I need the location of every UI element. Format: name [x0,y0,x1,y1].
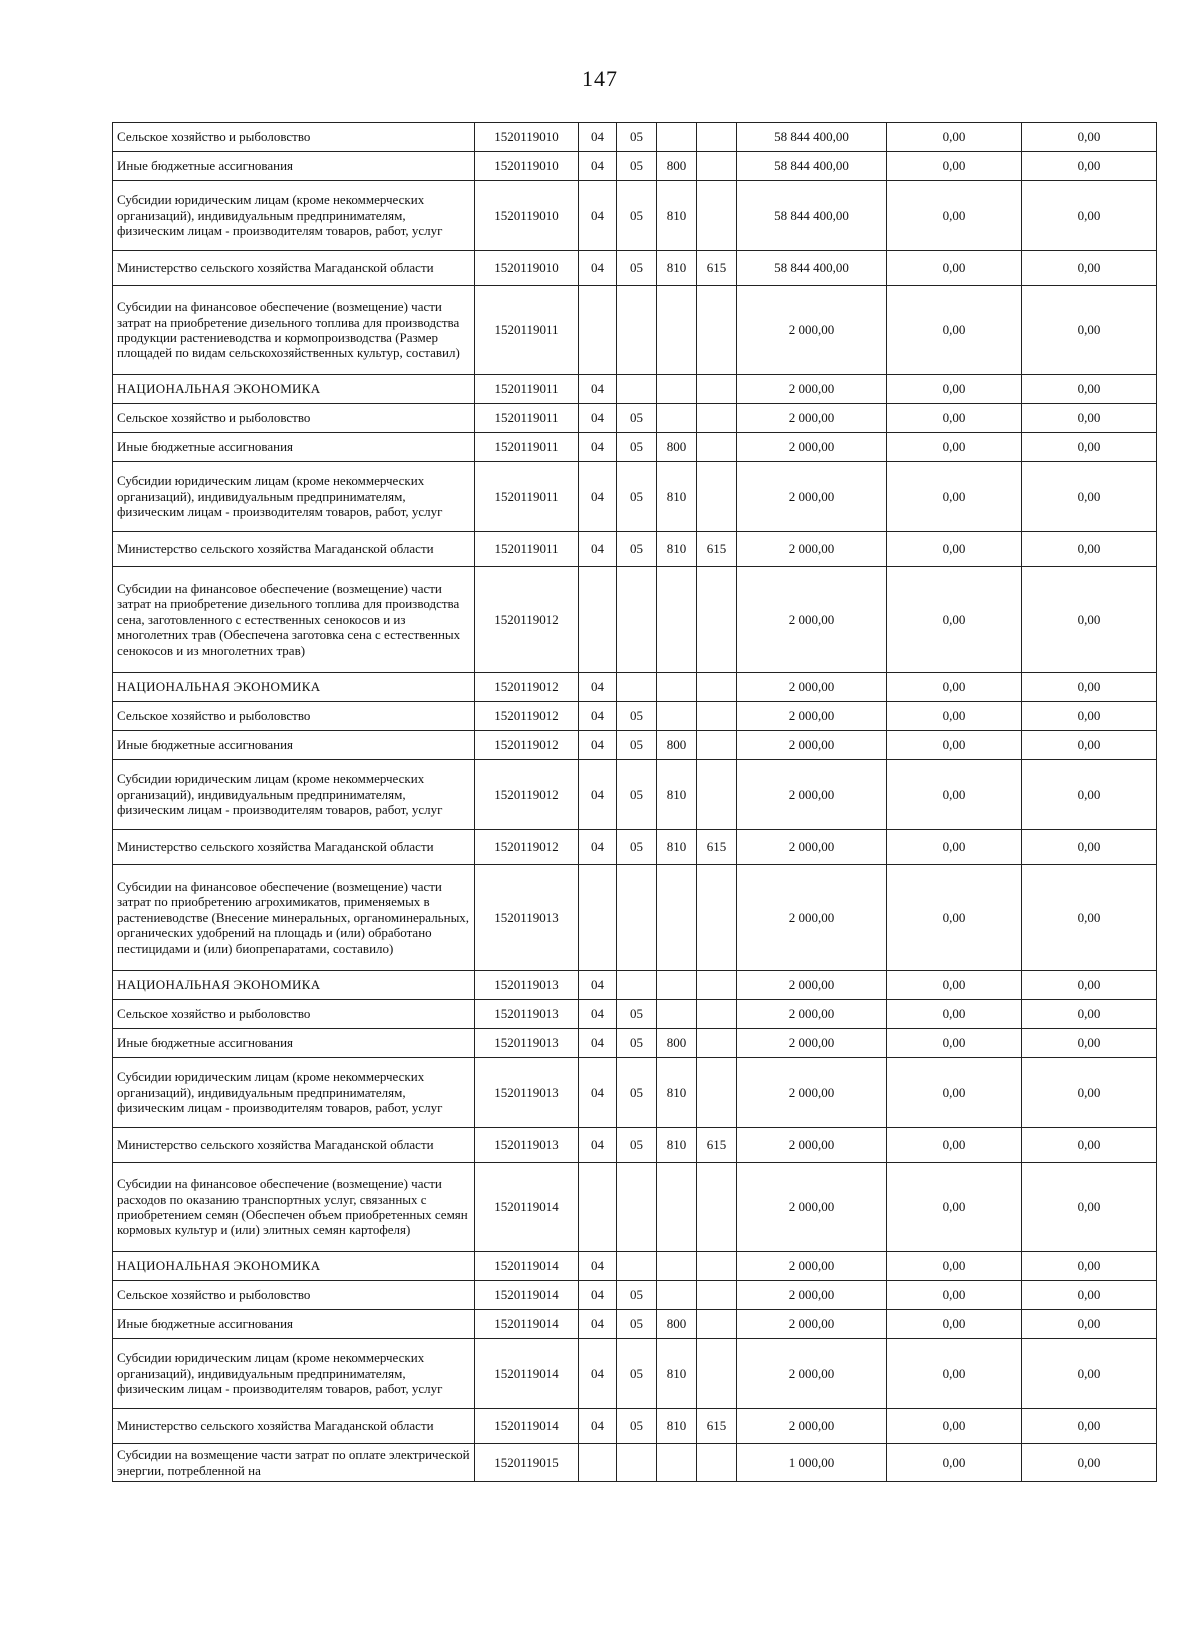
target-article-code: 1520119013 [475,971,579,1000]
amount-year-3: 0,00 [1022,532,1157,567]
section-code: 04 [579,1310,617,1339]
row-name: Субсидии на возмещение части затрат по оплате электрической энергии, потребленной на [113,1444,475,1482]
subsection-code [617,1163,657,1252]
row-name: НАЦИОНАЛЬНАЯ ЭКОНОМИКА [113,971,475,1000]
admin-code: 615 [697,1409,737,1444]
expense-type-code [657,673,697,702]
table-row [113,462,1157,532]
subsection-code: 05 [617,1409,657,1444]
row-name: Министерство сельского хозяйства Магаданской области [113,830,475,865]
expense-type-code: 810 [657,760,697,830]
amount-year-1: 58 844 400,00 [737,251,887,286]
section-code: 04 [579,830,617,865]
amount-year-1: 2 000,00 [737,971,887,1000]
amount-year-2: 0,00 [887,181,1022,251]
admin-code [697,1029,737,1058]
subsection-code [617,865,657,971]
amount-year-3: 0,00 [1022,567,1157,673]
admin-code [697,1058,737,1128]
amount-year-3: 0,00 [1022,462,1157,532]
amount-year-1: 58 844 400,00 [737,181,887,251]
section-code: 04 [579,702,617,731]
section-code: 04 [579,1058,617,1128]
amount-year-3: 0,00 [1022,181,1157,251]
amount-year-1: 2 000,00 [737,1252,887,1281]
expense-type-code [657,567,697,673]
amount-year-1: 2 000,00 [737,1339,887,1409]
table-row [113,702,1157,731]
expense-type-code: 810 [657,532,697,567]
subsection-code: 05 [617,404,657,433]
admin-code [697,433,737,462]
subsection-code: 05 [617,1339,657,1409]
subsection-code: 05 [617,1310,657,1339]
expense-type-code [657,1000,697,1029]
amount-year-1: 2 000,00 [737,865,887,971]
subsection-code [617,286,657,375]
admin-code [697,123,737,152]
amount-year-1: 2 000,00 [737,1029,887,1058]
table-body [113,123,1157,1482]
admin-code [697,567,737,673]
subsection-code: 05 [617,731,657,760]
subsection-code [617,971,657,1000]
row-name: Субсидии юридическим лицам (кроме некоммерческих организаций), индивидуальным предпринимателям, физическим лицам - производителям товаров, работ, услуг [113,181,475,251]
section-code: 04 [579,1000,617,1029]
table-row [113,1000,1157,1029]
amount-year-1: 2 000,00 [737,532,887,567]
expense-type-code: 810 [657,181,697,251]
table-row [113,760,1157,830]
amount-year-2: 0,00 [887,375,1022,404]
table-row [113,286,1157,375]
amount-year-2: 0,00 [887,1310,1022,1339]
table-row [113,251,1157,286]
expense-type-code [657,1281,697,1310]
table-row [113,1339,1157,1409]
row-name: Субсидии на финансовое обеспечение (возмещение) части затрат по приобретению агрохимикатов, применяемых в растениеводстве (Внесение минеральных, органоминеральных, органических удобрений на площадь и (или) обработано пестицидами и (или) биопрепаратами, составило) [113,865,475,971]
admin-code: 615 [697,532,737,567]
table-row [113,1310,1157,1339]
admin-code [697,971,737,1000]
amount-year-2: 0,00 [887,1128,1022,1163]
target-article-code: 1520119010 [475,152,579,181]
amount-year-3: 0,00 [1022,1029,1157,1058]
amount-year-3: 0,00 [1022,702,1157,731]
table-row [113,1444,1157,1482]
amount-year-1: 2 000,00 [737,462,887,532]
row-name: Субсидии юридическим лицам (кроме некоммерческих организаций), индивидуальным предпринимателям, физическим лицам - производителям товаров, работ, услуг [113,1339,475,1409]
amount-year-1: 58 844 400,00 [737,152,887,181]
target-article-code: 1520119013 [475,1128,579,1163]
target-article-code: 1520119011 [475,286,579,375]
amount-year-1: 2 000,00 [737,760,887,830]
section-code: 04 [579,1409,617,1444]
target-article-code: 1520119014 [475,1163,579,1252]
target-article-code: 1520119014 [475,1339,579,1409]
subsection-code: 05 [617,433,657,462]
row-name: Субсидии юридическим лицам (кроме некоммерческих организаций), индивидуальным предпринимателям, физическим лицам - производителям товаров, работ, услуг [113,760,475,830]
subsection-code: 05 [617,1128,657,1163]
subsection-code: 05 [617,181,657,251]
table-row [113,731,1157,760]
amount-year-1: 2 000,00 [737,433,887,462]
amount-year-1: 2 000,00 [737,673,887,702]
table-row [113,1163,1157,1252]
amount-year-3: 0,00 [1022,731,1157,760]
row-name: Иные бюджетные ассигнования [113,152,475,181]
section-code: 04 [579,760,617,830]
section-code: 04 [579,123,617,152]
amount-year-3: 0,00 [1022,1339,1157,1409]
target-article-code: 1520119013 [475,1029,579,1058]
admin-code [697,1339,737,1409]
amount-year-1: 2 000,00 [737,1310,887,1339]
amount-year-2: 0,00 [887,123,1022,152]
amount-year-1: 2 000,00 [737,286,887,375]
admin-code [697,760,737,830]
row-name: Сельское хозяйство и рыболовство [113,123,475,152]
section-code: 04 [579,1252,617,1281]
target-article-code: 1520119011 [475,375,579,404]
target-article-code: 1520119012 [475,830,579,865]
table-row [113,830,1157,865]
section-code: 04 [579,532,617,567]
section-code: 04 [579,1281,617,1310]
admin-code [697,1163,737,1252]
table-row [113,1281,1157,1310]
subsection-code: 05 [617,1029,657,1058]
amount-year-3: 0,00 [1022,1281,1157,1310]
expense-type-code [657,865,697,971]
amount-year-1: 2 000,00 [737,702,887,731]
row-name: НАЦИОНАЛЬНАЯ ЭКОНОМИКА [113,375,475,404]
section-code: 04 [579,1339,617,1409]
table-row [113,673,1157,702]
subsection-code: 05 [617,830,657,865]
target-article-code: 1520119012 [475,702,579,731]
target-article-code: 1520119012 [475,673,579,702]
table-row [113,567,1157,673]
expense-type-code [657,702,697,731]
target-article-code: 1520119014 [475,1409,579,1444]
table-row [113,1029,1157,1058]
expense-type-code [657,123,697,152]
table-row [113,1252,1157,1281]
target-article-code: 1520119010 [475,251,579,286]
amount-year-2: 0,00 [887,731,1022,760]
amount-year-2: 0,00 [887,532,1022,567]
target-article-code: 1520119012 [475,731,579,760]
subsection-code: 05 [617,152,657,181]
admin-code [697,181,737,251]
row-name: Иные бюджетные ассигнования [113,1029,475,1058]
amount-year-2: 0,00 [887,1444,1022,1482]
table-row [113,433,1157,462]
admin-code [697,462,737,532]
amount-year-2: 0,00 [887,251,1022,286]
subsection-code [617,567,657,673]
admin-code [697,375,737,404]
row-name: Субсидии на финансовое обеспечение (возмещение) части затрат на приобретение дизельного топлива для производства сена, заготовленного с естественных сенокосов и из многолетних трав (Обеспечена заготовка сена с естественных сенокосов и из многолетних трав) [113,567,475,673]
expense-type-code: 810 [657,1409,697,1444]
amount-year-2: 0,00 [887,1029,1022,1058]
expense-type-code [657,404,697,433]
amount-year-3: 0,00 [1022,1310,1157,1339]
amount-year-2: 0,00 [887,404,1022,433]
amount-year-3: 0,00 [1022,1444,1157,1482]
subsection-code: 05 [617,1058,657,1128]
expense-type-code [657,286,697,375]
amount-year-2: 0,00 [887,433,1022,462]
admin-code: 615 [697,251,737,286]
amount-year-2: 0,00 [887,1163,1022,1252]
amount-year-2: 0,00 [887,702,1022,731]
admin-code: 615 [697,830,737,865]
amount-year-1: 2 000,00 [737,731,887,760]
target-article-code: 1520119013 [475,865,579,971]
section-code: 04 [579,433,617,462]
table-row [113,1058,1157,1128]
admin-code [697,152,737,181]
admin-code [697,1000,737,1029]
amount-year-2: 0,00 [887,462,1022,532]
table-row [113,971,1157,1000]
amount-year-1: 58 844 400,00 [737,123,887,152]
amount-year-3: 0,00 [1022,286,1157,375]
section-code: 04 [579,673,617,702]
section-code: 04 [579,375,617,404]
expense-type-code: 810 [657,1058,697,1128]
admin-code [697,865,737,971]
admin-code [697,673,737,702]
target-article-code: 1520119010 [475,181,579,251]
table-row [113,375,1157,404]
amount-year-1: 2 000,00 [737,567,887,673]
amount-year-3: 0,00 [1022,1409,1157,1444]
target-article-code: 1520119011 [475,462,579,532]
target-article-code: 1520119014 [475,1252,579,1281]
target-article-code: 1520119011 [475,433,579,462]
subsection-code: 05 [617,702,657,731]
expense-type-code: 800 [657,1029,697,1058]
admin-code [697,702,737,731]
amount-year-1: 2 000,00 [737,404,887,433]
row-name: Сельское хозяйство и рыболовство [113,1000,475,1029]
subsection-code [617,375,657,404]
expense-type-code: 810 [657,1128,697,1163]
amount-year-2: 0,00 [887,760,1022,830]
amount-year-1: 2 000,00 [737,1281,887,1310]
amount-year-3: 0,00 [1022,971,1157,1000]
section-code: 04 [579,181,617,251]
table-row [113,865,1157,971]
subsection-code: 05 [617,251,657,286]
expense-type-code: 810 [657,462,697,532]
row-name: Субсидии юридическим лицам (кроме некоммерческих организаций), индивидуальным предпринимателям, физическим лицам - производителям товаров, работ, услуг [113,462,475,532]
row-name: Субсидии на финансовое обеспечение (возмещение) части затрат на приобретение дизельного топлива для производства продукции растениеводства и кормопроизводства (Размер площадей по видам сельскохозяйственных культур, составил) [113,286,475,375]
amount-year-3: 0,00 [1022,152,1157,181]
table-row [113,1409,1157,1444]
table-row [113,1128,1157,1163]
row-name: Министерство сельского хозяйства Магаданской области [113,1128,475,1163]
expense-type-code [657,1163,697,1252]
row-name: Иные бюджетные ассигнования [113,1310,475,1339]
admin-code [697,1252,737,1281]
subsection-code: 05 [617,760,657,830]
amount-year-3: 0,00 [1022,865,1157,971]
amount-year-1: 2 000,00 [737,830,887,865]
amount-year-2: 0,00 [887,286,1022,375]
amount-year-3: 0,00 [1022,830,1157,865]
amount-year-1: 2 000,00 [737,1409,887,1444]
amount-year-1: 2 000,00 [737,375,887,404]
amount-year-1: 1 000,00 [737,1444,887,1482]
amount-year-1: 2 000,00 [737,1058,887,1128]
target-article-code: 1520119011 [475,532,579,567]
amount-year-2: 0,00 [887,1409,1022,1444]
target-article-code: 1520119010 [475,123,579,152]
amount-year-3: 0,00 [1022,1252,1157,1281]
table-row [113,404,1157,433]
row-name: Иные бюджетные ассигнования [113,433,475,462]
amount-year-3: 0,00 [1022,123,1157,152]
expense-type-code [657,1252,697,1281]
section-code [579,865,617,971]
subsection-code: 05 [617,532,657,567]
target-article-code: 1520119014 [475,1281,579,1310]
amount-year-2: 0,00 [887,830,1022,865]
subsection-code [617,1252,657,1281]
admin-code [697,286,737,375]
admin-code [697,404,737,433]
section-code: 04 [579,971,617,1000]
amount-year-2: 0,00 [887,673,1022,702]
table-row [113,152,1157,181]
row-name: Министерство сельского хозяйства Магаданской области [113,251,475,286]
amount-year-1: 2 000,00 [737,1128,887,1163]
row-name: Министерство сельского хозяйства Магаданской области [113,532,475,567]
expense-type-code: 810 [657,830,697,865]
target-article-code: 1520119011 [475,404,579,433]
subsection-code [617,673,657,702]
admin-code [697,1281,737,1310]
amount-year-2: 0,00 [887,865,1022,971]
row-name: Министерство сельского хозяйства Магаданской области [113,1409,475,1444]
row-name: Сельское хозяйство и рыболовство [113,1281,475,1310]
target-article-code: 1520119015 [475,1444,579,1482]
section-code: 04 [579,1029,617,1058]
section-code [579,1444,617,1482]
subsection-code: 05 [617,1281,657,1310]
expense-type-code: 810 [657,251,697,286]
expense-type-code: 800 [657,1310,697,1339]
expense-type-code: 800 [657,152,697,181]
amount-year-3: 0,00 [1022,375,1157,404]
subsection-code: 05 [617,462,657,532]
admin-code: 615 [697,1128,737,1163]
section-code: 04 [579,1128,617,1163]
row-name: Иные бюджетные ассигнования [113,731,475,760]
table-row [113,181,1157,251]
expense-type-code [657,375,697,404]
section-code: 04 [579,404,617,433]
section-code [579,1163,617,1252]
target-article-code: 1520119014 [475,1310,579,1339]
amount-year-2: 0,00 [887,971,1022,1000]
page-number: 147 [582,66,618,91]
target-article-code: 1520119012 [475,567,579,673]
section-code: 04 [579,462,617,532]
section-code [579,567,617,673]
section-code: 04 [579,152,617,181]
row-name: НАЦИОНАЛЬНАЯ ЭКОНОМИКА [113,1252,475,1281]
target-article-code: 1520119012 [475,760,579,830]
expense-type-code [657,971,697,1000]
target-article-code: 1520119013 [475,1058,579,1128]
target-article-code: 1520119013 [475,1000,579,1029]
row-name: Субсидии на финансовое обеспечение (возмещение) части расходов по оказанию транспортных услуг, связанных с приобретением семян (Обеспечен объем приобретенных семян кормовых культур и (или) элитных семян картофеля) [113,1163,475,1252]
budget-table [112,122,1157,1482]
amount-year-2: 0,00 [887,567,1022,673]
amount-year-2: 0,00 [887,1000,1022,1029]
amount-year-3: 0,00 [1022,1058,1157,1128]
subsection-code: 05 [617,123,657,152]
amount-year-3: 0,00 [1022,673,1157,702]
expense-type-code: 810 [657,1339,697,1409]
admin-code [697,1444,737,1482]
expense-type-code [657,1444,697,1482]
amount-year-3: 0,00 [1022,404,1157,433]
amount-year-2: 0,00 [887,1339,1022,1409]
amount-year-1: 2 000,00 [737,1163,887,1252]
admin-code [697,731,737,760]
table-row [113,532,1157,567]
amount-year-1: 2 000,00 [737,1000,887,1029]
amount-year-3: 0,00 [1022,433,1157,462]
section-code [579,286,617,375]
subsection-code: 05 [617,1000,657,1029]
amount-year-2: 0,00 [887,1252,1022,1281]
amount-year-2: 0,00 [887,1281,1022,1310]
row-name: Сельское хозяйство и рыболовство [113,702,475,731]
amount-year-2: 0,00 [887,152,1022,181]
expense-type-code: 800 [657,433,697,462]
subsection-code [617,1444,657,1482]
amount-year-3: 0,00 [1022,251,1157,286]
row-name: Сельское хозяйство и рыболовство [113,404,475,433]
amount-year-3: 0,00 [1022,1000,1157,1029]
row-name: НАЦИОНАЛЬНАЯ ЭКОНОМИКА [113,673,475,702]
amount-year-2: 0,00 [887,1058,1022,1128]
amount-year-3: 0,00 [1022,760,1157,830]
table-row [113,123,1157,152]
expense-type-code: 800 [657,731,697,760]
row-name: Субсидии юридическим лицам (кроме некоммерческих организаций), индивидуальным предпринимателям, физическим лицам - производителям товаров, работ, услуг [113,1058,475,1128]
section-code: 04 [579,251,617,286]
section-code: 04 [579,731,617,760]
amount-year-3: 0,00 [1022,1163,1157,1252]
admin-code [697,1310,737,1339]
amount-year-3: 0,00 [1022,1128,1157,1163]
